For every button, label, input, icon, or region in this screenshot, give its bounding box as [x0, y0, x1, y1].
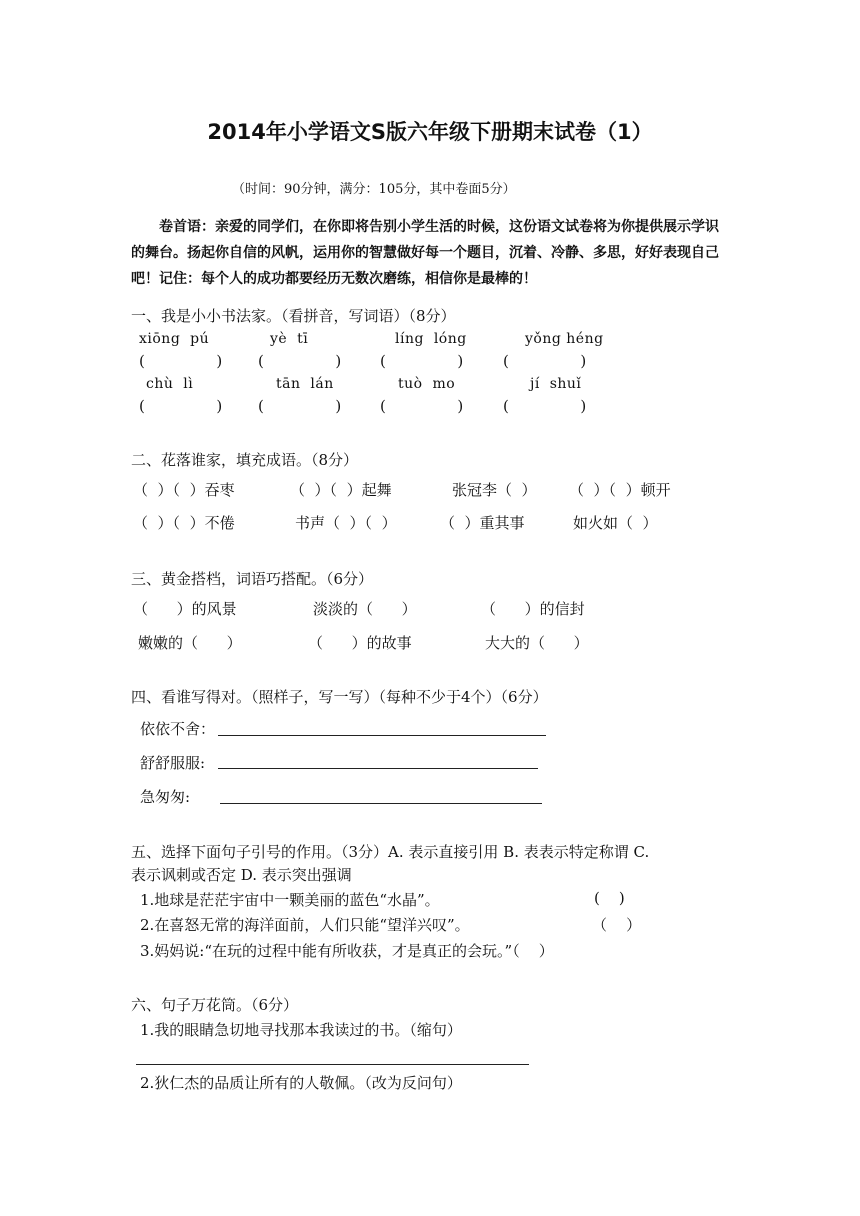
answer-blank[interactable]: ( ): [139, 397, 223, 415]
exam-title: 2014年小学语文S版六年级下册期末试卷（1）: [207, 120, 653, 144]
answer-blank[interactable]: ( ): [258, 397, 342, 415]
pinyin-4: yǒng héng: [525, 331, 604, 347]
section-4-heading: 四、看谁写得对。（照样子，写一写）（每种不少于4个）（6分）: [131, 688, 548, 706]
answer-blank[interactable]: ( ): [258, 352, 342, 370]
pinyin-8: jí shuǐ: [530, 376, 582, 392]
pinyin-1: xiōng pú: [139, 331, 210, 347]
pairing-item[interactable]: 大大的（ ）: [485, 634, 589, 652]
answer-blank[interactable]: ( ): [503, 397, 587, 415]
section-2-heading: 二、花落谁家，填充成语。（8分）: [131, 451, 359, 469]
exam-subtitle: （时间：90分钟，满分：105分，其中卷面5分）: [232, 182, 516, 197]
intro-paragraph: [131, 214, 731, 292]
answer-paren[interactable]: ( ): [594, 889, 625, 907]
pinyin-3: líng lóng: [395, 331, 467, 347]
pairing-item[interactable]: （ ）的信封: [481, 600, 585, 618]
section-1-heading: 一、我是小小书法家。（看拼音，写词语）（8分）: [131, 307, 456, 325]
idiom-item[interactable]: 张冠李（ ）: [452, 481, 537, 499]
pinyin-5: chù lì: [146, 376, 194, 392]
idiom-item[interactable]: 书声（ ）（ ）: [295, 514, 397, 532]
quote-sentence-2: 2.在喜怒无常的海洋面前，人们只能“望洋兴叹”。: [140, 916, 470, 934]
section-3-heading: 三、黄金搭档，词语巧搭配。（6分）: [131, 570, 374, 588]
pairing-item[interactable]: 嫩嫩的（ ）: [138, 634, 242, 652]
answer-line[interactable]: [220, 803, 542, 804]
quote-sentence-1: 1.地球是茫茫宇宙中一颗美丽的蓝色“水晶”。: [140, 891, 440, 909]
quote-sentence-3: 3.妈妈说:“在玩的过程中能有所收获，才是真正的会玩。”（ ）: [140, 942, 554, 960]
sentence-task-1: 1.我的眼睛急切地寻找那本我读过的书。（缩句）: [140, 1021, 462, 1039]
word-pattern-label: 舒舒服服:: [140, 754, 206, 772]
idiom-item[interactable]: （ ）（ ）顿开: [569, 481, 671, 499]
idiom-item[interactable]: （ ）重其事: [440, 514, 525, 532]
section-5-heading-cont: 表示讽刺或否定 D. 表示突出强调: [131, 866, 352, 884]
idiom-item[interactable]: （ ）（ ）不倦: [133, 514, 235, 532]
word-pattern-label: 急匆匆:: [140, 788, 191, 806]
answer-blank[interactable]: ( ): [380, 352, 464, 370]
pinyin-7: tuò mo: [398, 376, 456, 392]
answer-blank[interactable]: ( ): [503, 352, 587, 370]
answer-line[interactable]: [218, 768, 538, 769]
answer-line[interactable]: [136, 1064, 529, 1065]
answer-paren[interactable]: （ ）: [592, 916, 642, 934]
section-6-heading: 六、句子万花筒。（6分）: [131, 996, 299, 1014]
section-5-heading: 五、选择下面句子引号的作用。（3分）A. 表示直接引用 B. 表表示特定称谓 C.: [131, 843, 650, 861]
answer-line[interactable]: [218, 735, 546, 736]
idiom-item[interactable]: （ ）（ ）吞枣: [133, 481, 235, 499]
pairing-item[interactable]: （ ）的故事: [308, 634, 412, 652]
intro-text: 卷首语：亲爱的同学们，在你即将告别小学生活的时候，这份语文试卷将为你提供展示学识的舞台。扬起你自信的风帆，运用你的智慧做好每一个题目，沉着、冷静、多思，好好表现自己吧！记住：每个人的成功都要经历无数次磨练，相信你是最棒的！: [131, 219, 719, 287]
idiom-item[interactable]: （ ）（ ）起舞: [290, 481, 392, 499]
pairing-item[interactable]: 淡淡的（ ）: [313, 600, 417, 618]
pinyin-2: yè tī: [270, 331, 309, 347]
answer-blank[interactable]: ( ): [139, 352, 223, 370]
idiom-item[interactable]: 如火如（ ）: [573, 514, 658, 532]
sentence-task-2: 2.狄仁杰的品质让所有的人敬佩。（改为反问句）: [140, 1074, 462, 1092]
pinyin-6: tān lán: [276, 376, 334, 392]
answer-blank[interactable]: ( ): [380, 397, 464, 415]
pairing-item[interactable]: （ ）的风景: [133, 600, 237, 618]
word-pattern-label: 依依不舍：: [140, 720, 216, 738]
